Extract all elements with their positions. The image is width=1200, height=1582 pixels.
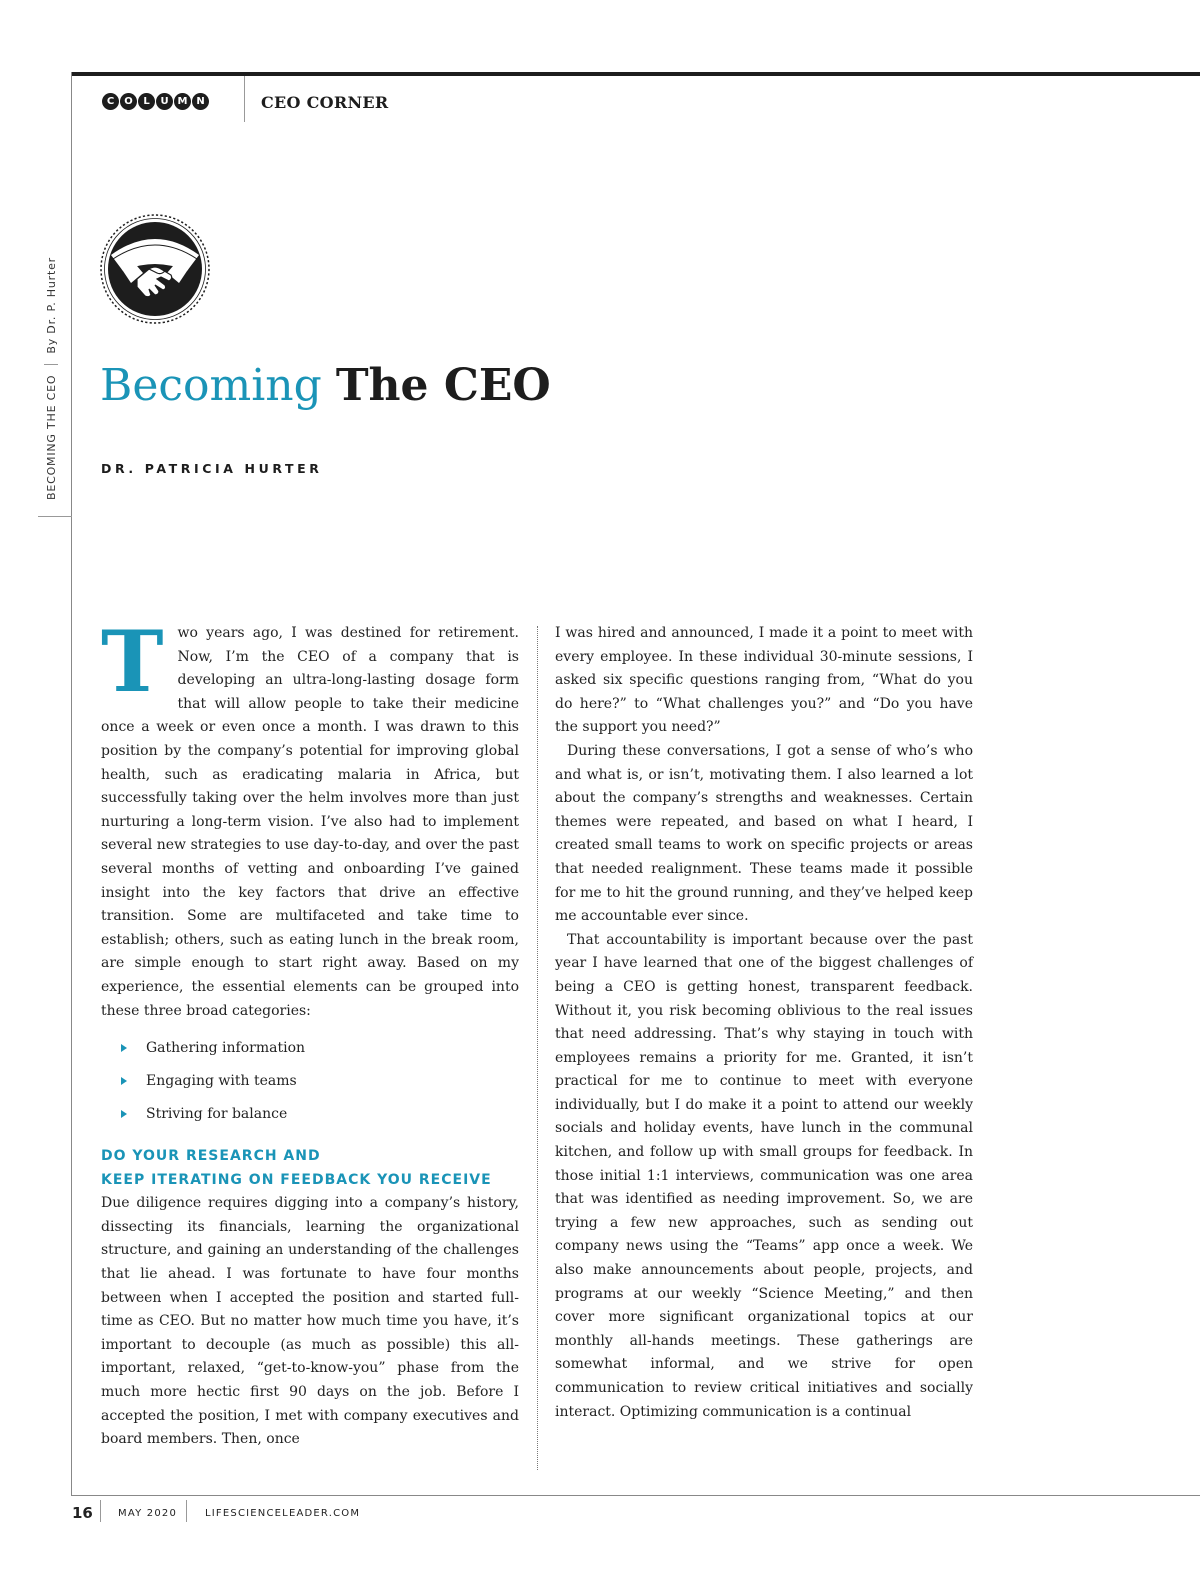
column-divider (537, 626, 538, 1470)
bullet-triangle-icon (121, 1110, 127, 1118)
website-link[interactable]: LIFESCIENCELEADER.COM (205, 1508, 361, 1519)
intro-paragraph (101, 612, 519, 1023)
list-item-text: Engaging with teams (146, 1073, 297, 1090)
badge-letter: M (174, 93, 191, 110)
badge-letter: C (102, 93, 119, 110)
column-left (101, 612, 519, 1452)
page-number: 16 (72, 1504, 93, 1522)
side-tick-rule (38, 516, 72, 517)
footer-separator (100, 1500, 101, 1522)
badge-letter: L (138, 93, 155, 110)
left-margin-rule (71, 72, 72, 1496)
title-light: Becoming (100, 360, 322, 411)
side-running-head (44, 257, 58, 500)
intro-text: wo years ago, I was destined for retirement. Now, I’m the CEO of a company that is developing an ultra-long-lasting dosage form that will allow people to take their medicine once a week or even once a month. I was drawn to this position by the company’s potential for improving global health, such as eradicating malaria in Africa, but successfully taking over the helm involves more than just nurturing a long-term vision. I’ve also had to implement several new strategies to use day-to-day, and over the past several months of vetting and onboarding I’ve gained insight into the key factors that drive an effective transition. Some are multifaceted and take time to establish; others, such as eating lunch in the break room, are simple enough to start right away. Based on my experience, the essential elements can be grouped into these three broad categories: (101, 625, 519, 1019)
subhead-line: DO YOUR RESEARCH AND (101, 1148, 321, 1165)
header-divider (244, 76, 245, 122)
bullet-triangle-icon (121, 1077, 127, 1085)
section-label: CEO CORNER (261, 93, 389, 112)
column-right (555, 622, 973, 1424)
body-paragraph: During these conversations, I got a sense of who’s who and what is, or isn’t, motivating them. I also learned a lot about the company’s strengths and weaknesses. Certain themes were repeated, and based on what I heard, I created small teams to work on specific projects or areas that needed realignment. These teams made it possible for me to hit the ground running, and they’ve helped keep me accountable ever since. (555, 742, 973, 925)
footer-rule (72, 1495, 1200, 1496)
title-bold: The CEO (335, 360, 551, 411)
bullet-triangle-icon (121, 1044, 127, 1052)
research-paragraph: Due diligence requires digging into a company’s history, dissecting its financials, learning the organizational structure, and gaining an understanding of the challenges that lie ahead. I was fortunate to have four months between when I accepted the position and started full-time as CEO. But no matter how much time you have, it’s important to decouple (as much as possible) this all-important, relaxed, “get-to-know-you” phase from the much more hectic first 90 days on the job. Before I accepted the position, I met with company executives and board members. Then, once (101, 1195, 519, 1448)
body-paragraph: I was hired and announced, I made it a point to meet with every employee. In these individual 30-minute sessions, I asked six specific questions ranging from, “What do you do here?” to “What challenges you?” and “Do you have the support you need?” (555, 625, 973, 736)
list-item (101, 1065, 519, 1098)
badge-letter: U (156, 93, 173, 110)
list-item (101, 1098, 519, 1131)
section-subhead (101, 1145, 519, 1192)
side-separator (44, 364, 58, 365)
author-byline: DR. PATRICIA HURTER (101, 461, 323, 476)
column-badge (102, 93, 209, 110)
body-paragraph: That accountability is important because over the past year I have learned that one of the biggest challenges of being a CEO is getting honest, transparent feedback. Without it, you risk becoming oblivious to the real issues that need addressing. That’s why staying in touch with employees remains a priority for me. Granted, it isn’t practical for me to continue to meet with everyone individually, but I do make it a point to attend our weekly socials and holiday events, have lunch in the communal kitchen, and follow up with small groups for feedback. In those initial 1:1 interviews, communication was one area that was identified as needing improvement. So, we are trying a few new approaches, such as sending out company news using the “Teams” app once a week. We also make announcements about people, projects, and programs at our weekly “Science Meeting,” and then cover more significant organizational topics at our monthly all-hands meetings. These gatherings are somewhat informal, and we strive for open communication to review critical initiatives and socially interact. Optimizing communication is a continual (555, 931, 973, 1420)
article-title (100, 356, 551, 416)
side-byline: By Dr. P. Hurter (44, 257, 58, 354)
list-item-text: Gathering information (146, 1040, 306, 1057)
drop-cap: T (101, 612, 164, 711)
badge-letter: O (120, 93, 137, 110)
subhead-line: KEEP ITERATING ON FEEDBACK YOU RECEIVE (101, 1171, 492, 1188)
side-topic: BECOMING THE CEO (44, 374, 58, 500)
top-rule (72, 72, 1200, 76)
category-list (101, 1032, 519, 1131)
list-item-text: Striving for balance (146, 1106, 288, 1123)
list-item (101, 1032, 519, 1065)
issue-date: MAY 2020 (118, 1508, 178, 1519)
badge-letter: N (192, 93, 209, 110)
footer-separator (186, 1500, 187, 1522)
handshake-icon (99, 213, 211, 325)
